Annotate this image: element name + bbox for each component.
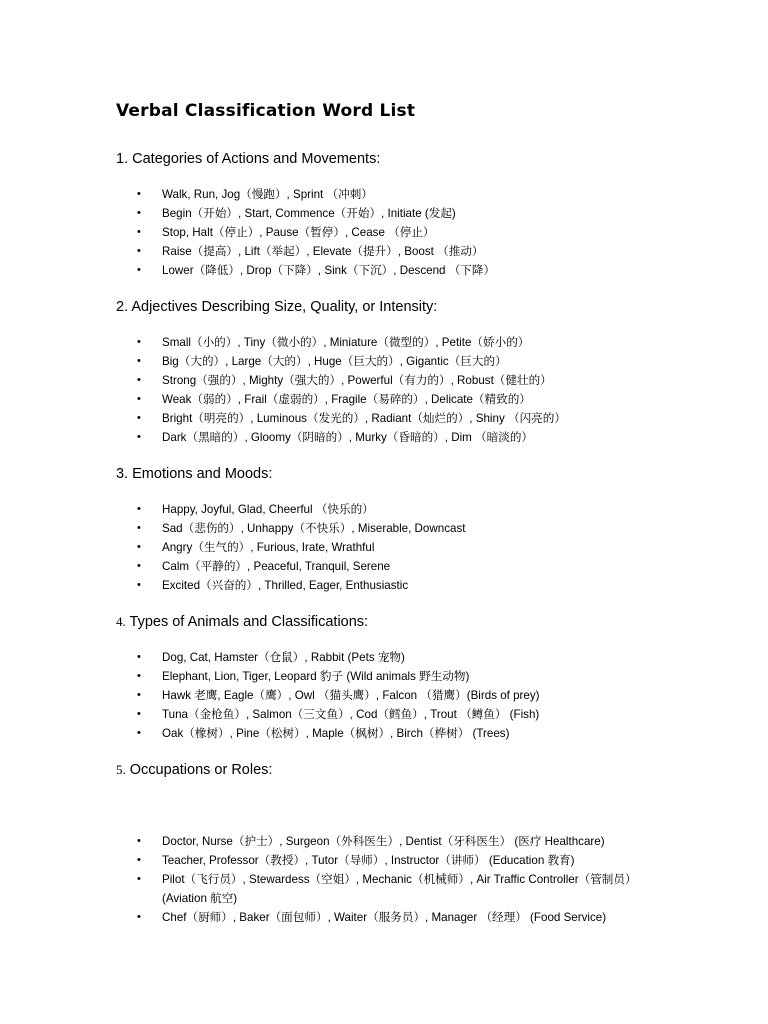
bullet-icon: • [137, 651, 141, 663]
section-number: 1. [116, 151, 129, 167]
list-item [116, 409, 656, 428]
section-title: Types of Animals and Classifications: [129, 614, 369, 630]
section-title: Occupations or Roles: [129, 762, 273, 778]
list-item [116, 667, 656, 686]
list-item [116, 428, 656, 447]
bullet-icon: • [137, 264, 141, 276]
item-text: Small（小的）, Tiny（微小的）, Miniature（微型的）, Petite（娇小的） [162, 336, 530, 349]
list-item [116, 519, 656, 538]
word-list [116, 333, 656, 447]
bullet-icon: • [137, 854, 141, 866]
item-text: Calm（平静的）, Peaceful, Tranquil, Serene [162, 560, 391, 573]
list-item [116, 333, 656, 352]
bullet-icon: • [137, 689, 141, 701]
bullet-icon: • [137, 374, 141, 386]
section-number: 3. [116, 466, 129, 482]
item-text: Teacher, Professor（教授）, Tutor（导师）, Instructor（讲师） (Education 教育) [162, 854, 575, 867]
bullet-icon: • [137, 188, 141, 200]
list-item [116, 908, 656, 927]
word-list [116, 500, 656, 595]
item-text: Chef（厨师）, Baker（面包师）, Waiter（服务员）, Manager （经理） (Food Service) [162, 911, 607, 924]
word-list [116, 185, 656, 280]
list-item [116, 648, 656, 667]
bullet-icon: • [137, 727, 141, 739]
bullet-icon: • [137, 412, 141, 424]
document-title: Verbal Classification Word List [116, 101, 416, 121]
item-text: Dark（黑暗的）, Gloomy（阴暗的）, Murky（昏暗的）, Dim （暗淡的） [162, 431, 534, 444]
list-item [116, 352, 656, 371]
item-text: Elephant, Lion, Tiger, Leopard 豹子 (Wild animals 野生动物) [162, 670, 470, 683]
bullet-icon: • [137, 835, 141, 847]
bullet-icon: • [137, 336, 141, 348]
list-item [116, 500, 656, 519]
bullet-icon: • [137, 911, 141, 923]
item-text: Angry（生气的）, Furious, Irate, Wrathful [162, 541, 375, 554]
item-text: Big（大的）, Large（大的）, Huge（巨大的）, Gigantic（巨大的） [162, 355, 507, 368]
list-item [116, 705, 656, 724]
list-item [116, 390, 656, 409]
list-item [116, 371, 656, 390]
bullet-icon: • [137, 355, 141, 367]
list-item [116, 686, 656, 705]
section-title: Emotions and Moods: [132, 466, 273, 482]
section-adjectives [116, 298, 676, 444]
list-item [116, 557, 656, 576]
section-heading [116, 150, 676, 168]
section-heading [116, 613, 676, 631]
section-occupations [116, 761, 676, 924]
item-text: Strong（强的）, Mighty（强大的）, Powerful（有力的）, Robust（健壮的） [162, 374, 552, 387]
bullet-icon: • [137, 522, 141, 534]
item-text: Hawk 老鹰, Eagle（鹰）, Owl （猫头鹰）, Falcon （猎鹰）(Birds of prey) [162, 689, 540, 702]
bullet-icon: • [137, 503, 141, 515]
section-number: 5. [116, 762, 126, 777]
section-title: Adjectives Describing Size, Quality, or Intensity: [131, 299, 438, 315]
list-item [116, 832, 656, 851]
bullet-icon: • [137, 245, 141, 257]
item-text: Sad（悲伤的）, Unhappy（不快乐）, Miserable, Downcast [162, 522, 466, 535]
item-text: Pilot（飞行员）, Stewardess（空姐）, Mechanic（机械师）, Air Traffic Controller（管制员） (Aviation 航空) [162, 873, 637, 905]
list-item [116, 538, 656, 557]
item-text: Bright（明亮的）, Luminous（发光的）, Radiant（灿烂的）, Shiny （闪亮的） [162, 412, 566, 425]
bullet-icon: • [137, 431, 141, 443]
item-text: Raise（提高）, Lift（举起）, Elevate（提升）, Boost （推动） [162, 245, 484, 258]
section-animals [116, 613, 676, 740]
list-item [116, 576, 656, 595]
section-number: 2. [116, 299, 129, 315]
bullet-icon: • [137, 708, 141, 720]
word-list [116, 832, 656, 927]
item-text: Dog, Cat, Hamster（仓鼠）, Rabbit (Pets 宠物) [162, 651, 405, 664]
list-item [116, 204, 656, 223]
bullet-icon: • [137, 393, 141, 405]
item-text: Happy, Joyful, Glad, Cheerful （快乐的） [162, 503, 374, 516]
list-item [116, 724, 656, 743]
bullet-icon: • [137, 560, 141, 572]
item-text: Weak（弱的）, Frail（虚弱的）, Fragile（易碎的）, Delicate（精致的） [162, 393, 531, 406]
section-actions-movements [116, 150, 676, 277]
section-emotions [116, 465, 676, 592]
bullet-icon: • [137, 541, 141, 553]
section-number: 4. [116, 614, 126, 629]
item-text: Excited（兴奋的）, Thrilled, Eager, Enthusiastic [162, 579, 409, 592]
section-heading [116, 298, 676, 316]
bullet-icon: • [137, 579, 141, 591]
bullet-icon: • [137, 873, 141, 885]
bullet-icon: • [137, 670, 141, 682]
item-text: Oak（橡树）, Pine（松树）, Maple（枫树）, Birch（桦树） (Trees) [162, 727, 510, 740]
list-item [116, 185, 656, 204]
item-text: Lower（降低）, Drop（下降）, Sink（下沉）, Descend （下降） [162, 264, 496, 277]
bullet-icon: • [137, 207, 141, 219]
list-item [116, 242, 656, 261]
item-text: Begin（开始）, Start, Commence（开始）, Initiate (发起) [162, 207, 456, 220]
list-item [116, 261, 656, 280]
word-list [116, 648, 656, 743]
list-item [116, 870, 656, 908]
section-heading [116, 761, 676, 779]
list-item [116, 223, 656, 242]
bullet-icon: • [137, 226, 141, 238]
item-text: Walk, Run, Jog（慢跑）, Sprint （冲刺） [162, 188, 373, 201]
list-item [116, 851, 656, 870]
item-text: Stop, Halt（停止）, Pause（暂停）, Cease （停止） [162, 226, 435, 239]
item-text: Doctor, Nurse（护士）, Surgeon（外科医生）, Dentist（牙科医生） (医疗 Healthcare) [162, 835, 605, 848]
section-title: Categories of Actions and Movements: [132, 151, 381, 167]
item-text: Tuna（金枪鱼）, Salmon（三文鱼）, Cod（鳕鱼）, Trout （鳟鱼） (Fish) [162, 708, 540, 721]
section-heading [116, 465, 676, 483]
